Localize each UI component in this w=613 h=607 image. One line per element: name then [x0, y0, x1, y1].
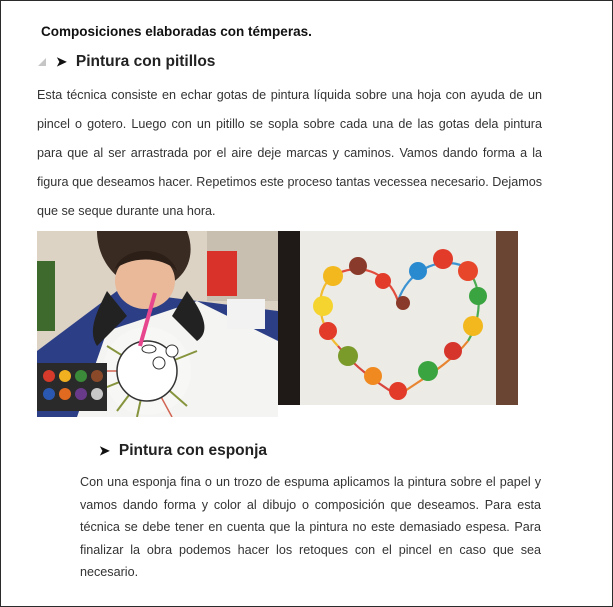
photo-child-blowing-straw — [37, 231, 278, 417]
document-title: Composiciones elaboradas con témperas. — [41, 24, 312, 39]
section-heading-text: Pintura con pitillos — [75, 53, 216, 70]
arrowhead-bullet-icon: ➤ — [56, 54, 67, 69]
section-paragraph-pitillos: Esta técnica consiste en echar gotas de pintura líquida sobre una hoja con ayuda de un pincel o gotero. Luego con un pitillo se sopla sobre cada una de las gotas dela pintura para que al ser arrastrada por el aire deje marcas y caminos. Vamos dando forma a la figura que deseamos hacer. Repetimos este proceso tantas vecessea necesario. Dejamos que se seque durante una hora. — [37, 88, 542, 218]
section-paragraph-esponja: Con una esponja fina o un trozo de espuma aplicamos la pintura sobre el papel y vamos dando forma y color al dibujo o composición que deseamos. Para esta técnica se debe tener en cuenta que la pintura no este demasiado espesa. Para finalizar la obra podemos hacer los retoques con el pincel en caso que sea necesario. — [80, 475, 541, 579]
section-heading-esponja — [99, 442, 267, 460]
section-heading-text: Pintura con esponja — [118, 442, 268, 459]
arrowhead-bullet-icon: ➤ — [99, 443, 110, 458]
photo-paint-heart — [278, 231, 518, 405]
collapse-triangle-icon[interactable] — [38, 58, 46, 66]
section-heading-pitillos — [56, 53, 215, 71]
